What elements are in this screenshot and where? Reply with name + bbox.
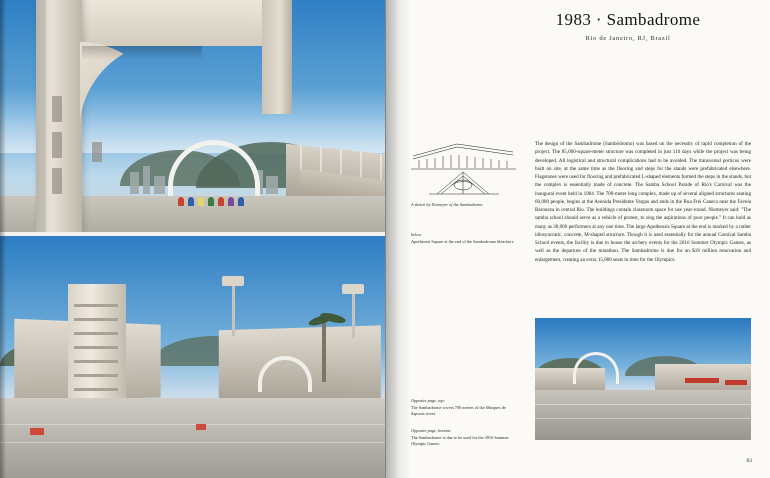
stair-step bbox=[74, 360, 118, 363]
pavement-line bbox=[0, 442, 385, 443]
apotheosis-arch bbox=[573, 352, 619, 384]
photo-parade-avenue bbox=[535, 318, 751, 440]
sketch-diagram bbox=[411, 138, 516, 196]
right-page bbox=[385, 0, 770, 478]
gutter-shadow bbox=[385, 0, 411, 478]
stair-step bbox=[74, 374, 118, 377]
portal-column-shadow bbox=[36, 0, 46, 232]
portal-soffit-shadow bbox=[82, 46, 202, 60]
banner bbox=[725, 380, 747, 385]
caption-opposite-bottom bbox=[411, 428, 515, 448]
stair-step bbox=[74, 346, 118, 349]
stair-step bbox=[74, 332, 118, 335]
photo-sambadrome-portal bbox=[0, 0, 385, 232]
left-edge-shadow bbox=[0, 0, 6, 478]
floodlight-mast bbox=[232, 280, 235, 336]
portal-slot bbox=[92, 142, 102, 162]
pavement-line bbox=[535, 404, 751, 405]
book-spine bbox=[385, 0, 386, 478]
stair-step bbox=[74, 318, 118, 321]
photo-sambadrome-plaza bbox=[0, 236, 385, 478]
crowd-figure bbox=[238, 197, 244, 206]
page-number: 83 bbox=[746, 458, 752, 464]
caption-sketch bbox=[411, 202, 515, 209]
parade-avenue bbox=[535, 390, 751, 440]
crowd-figure bbox=[188, 197, 194, 206]
crowd-figure bbox=[208, 197, 214, 206]
portal-slot bbox=[52, 168, 62, 194]
page-subtitle: Rio de Janeiro, RJ, Brazil bbox=[585, 35, 671, 42]
sign-board bbox=[196, 424, 206, 430]
portal-slot bbox=[52, 132, 62, 158]
palm-trunk bbox=[322, 322, 326, 382]
title-block bbox=[495, 10, 761, 42]
floodlight-head bbox=[222, 276, 244, 286]
portal-slot bbox=[52, 96, 62, 122]
stair-step bbox=[74, 304, 118, 307]
caption-sketch-text: A sketch by Niemeyer of the Sambadrome. bbox=[411, 202, 484, 207]
skyline-building bbox=[130, 172, 139, 194]
floodlight-head bbox=[342, 284, 364, 294]
pavement-line bbox=[0, 424, 385, 425]
crowd-figure bbox=[228, 197, 234, 206]
skyline-building bbox=[266, 176, 278, 194]
caption-label: below bbox=[411, 232, 422, 237]
body-text: The design of the Sambadrome (Sambódromo) was based on the necessity of rapid completion of the project. The 85,000-square-meter structure was completed in just 110 days while the project was being developed. All logistical and structural complications had to be avoided. The transversal porticos were built on site, at the same time as the flooring and steps for the stands were prefabricated elsewhere. Flagstones were used for flooring and prefabricated L-shaped elements formed the steps in the stands, but the complex is essentially made of concrete. The Samba School Parade of Rio's Carnival was the inaugural event held in 1984. The 700-meter long complex, made up of several aligned structures seating 60,000 people, begins at the Avenida Presidente Vargas and ends in the Rua Frei Caneca near the Favela Baroneza in central Rio. The buildings contain classroom space for use year-round. Niemeyer said: "The samba school should serve as a vehicle of protest, to sing the aspirations of poor people." It can hold as many as 30,000 performers at any one time. The large Apotheosis Square at the end is marked by a rather idiosyncratic, concrete, M-shaped structure. Though it is used essentially for the annual Carnival Samba School events, the facility is due to house the archery events for the 2016 Summer Olympic Games, as well as the departure of the marathon. The Sambadrome is due for an $18 million renovation and enlargement, creating an extra 15,000 seats in time for the Olympics. bbox=[535, 141, 751, 263]
sign-board bbox=[30, 428, 44, 435]
portal-column-right bbox=[262, 0, 292, 114]
stair-step bbox=[74, 388, 118, 391]
skyline-building bbox=[143, 166, 150, 194]
caption-label: Opposite page, bottom: bbox=[411, 428, 452, 433]
stair-tower bbox=[68, 284, 126, 402]
crowd-figure bbox=[198, 197, 204, 206]
crowd-figure bbox=[218, 197, 224, 206]
caption-text: The Sambadrome is due to be used for the 2016 Summer Olympic Games. bbox=[411, 434, 509, 447]
floodlight-mast bbox=[352, 288, 355, 338]
parade-avenue bbox=[0, 398, 385, 478]
caption-text: The Sambadrome covers 700 meters of the Marques de Sapucai street. bbox=[411, 404, 506, 417]
caption-label: Opposite page, top: bbox=[411, 398, 446, 403]
caption-below-sketch bbox=[411, 232, 515, 245]
skyline-building bbox=[154, 176, 165, 194]
crowd-figure bbox=[178, 197, 184, 206]
caption-opposite-top bbox=[411, 398, 515, 418]
banner bbox=[685, 378, 719, 383]
page-title: 1983 · Sambadrome bbox=[555, 10, 701, 29]
caption-text: Apotheosis Square at the end of the Sambadromo bleachers. bbox=[411, 238, 515, 244]
pavement-line bbox=[535, 418, 751, 419]
